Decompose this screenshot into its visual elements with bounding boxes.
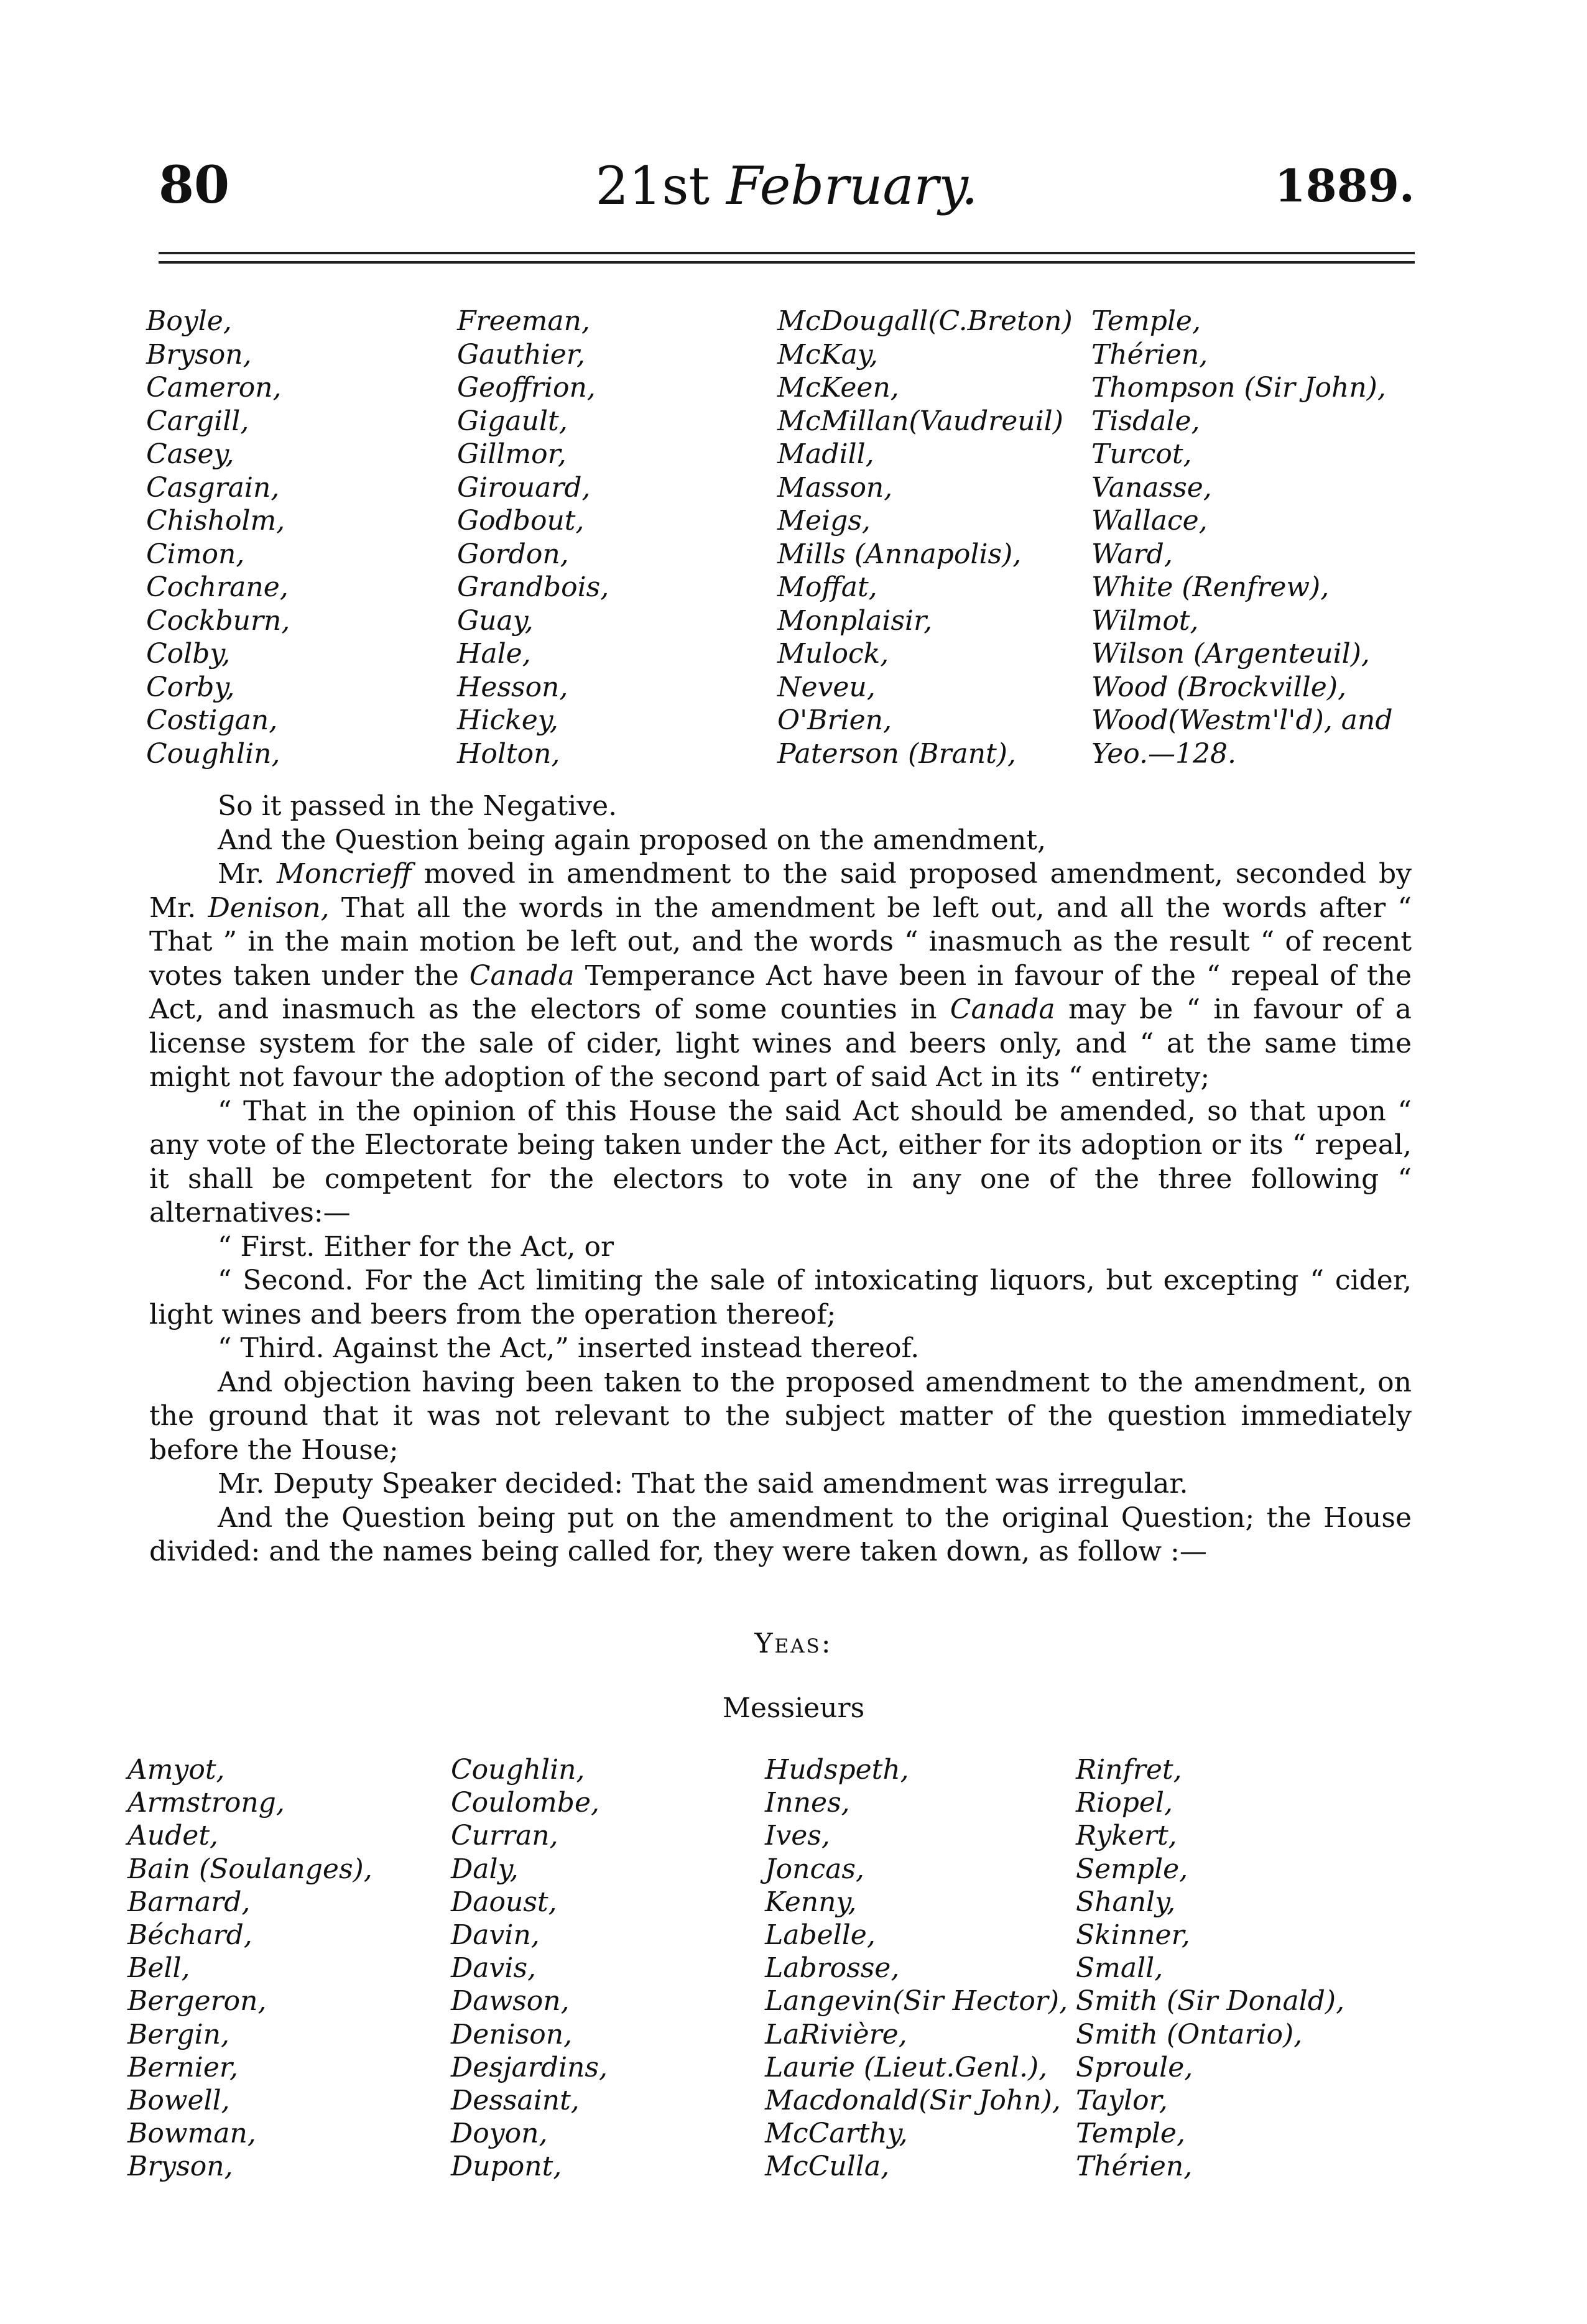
- member-name: Amyot,: [127, 1754, 225, 1786]
- member-name: Thérien,: [1076, 2151, 1193, 2183]
- member-name: Bergin,: [127, 2018, 229, 2050]
- paragraph-second: “ Second. For the Act limiting the sale of intoxicating liquors, but excepting “ cider, light wines and beers from the operation thereof;: [149, 1265, 1412, 1330]
- member-name: Meigs,: [777, 505, 871, 537]
- yeas-column-4: [1076, 1753, 1344, 2183]
- member-name: Desjardins,: [451, 2051, 608, 2083]
- member-name: Vanasse,: [1091, 471, 1212, 504]
- member-name: Bergeron,: [127, 1985, 267, 2017]
- member-name: Moffat,: [777, 571, 877, 603]
- nays-column-4: [1091, 305, 1393, 770]
- member-name: Mills (Annapolis),: [777, 538, 1022, 570]
- member-name: Semple,: [1076, 1853, 1188, 1885]
- member-denison: Denison,: [208, 892, 330, 924]
- paragraph-house-divided: And the Question being put on the amendment to the original Question; the House divided: and the names being called for, they were taken down, as follow :—: [149, 1501, 1412, 1567]
- member-name: Laurie (Lieut.Genl.),: [765, 2051, 1048, 2083]
- member-name: Cameron,: [146, 372, 282, 403]
- member-name: Casey,: [146, 438, 234, 470]
- member-name: Hale,: [457, 638, 531, 670]
- nays-column-3: [777, 305, 1073, 770]
- member-name: Doyon,: [451, 2118, 548, 2150]
- page-title-date: [159, 155, 1415, 216]
- member-name: Mulock,: [777, 638, 889, 670]
- member-name: Gauthier,: [457, 338, 586, 371]
- member-name: Rinfret,: [1076, 1754, 1182, 1786]
- member-name: Neveu,: [777, 671, 876, 703]
- nays-column-1: [146, 305, 290, 770]
- member-name: Rykert,: [1076, 1820, 1177, 1852]
- header-rule-bottom: [159, 261, 1415, 264]
- member-name: Hickey,: [457, 704, 558, 736]
- member-name: Freeman,: [457, 305, 590, 337]
- member-name: Kenny,: [765, 1886, 857, 1918]
- member-name: Macdonald(Sir John),: [765, 2085, 1061, 2117]
- member-moncrieff: Moncrieff: [277, 858, 412, 890]
- member-name: Audet,: [127, 1820, 218, 1852]
- member-name: Masson,: [777, 471, 893, 504]
- member-name: Temple,: [1091, 305, 1201, 337]
- member-name: Corby,: [146, 671, 235, 703]
- member-name: Skinner,: [1076, 1919, 1190, 1952]
- member-name: Wallace,: [1091, 505, 1208, 537]
- member-name: Godbout,: [457, 505, 585, 537]
- member-name: Bryson,: [127, 2151, 233, 2183]
- member-name: Shanly,: [1076, 1886, 1176, 1918]
- nays-column-2: [457, 305, 609, 770]
- date-day: 21st: [595, 155, 710, 216]
- member-name: Bell,: [127, 1952, 190, 1985]
- member-name: Turcot,: [1091, 438, 1192, 470]
- member-name: Geoffrion,: [457, 372, 596, 403]
- member-name: Wood (Brockville),: [1091, 671, 1346, 703]
- member-name: Coughlin,: [146, 737, 280, 770]
- member-name: Béchard,: [127, 1919, 252, 1952]
- member-name: Sproule,: [1076, 2051, 1193, 2083]
- member-name: Wilmot,: [1091, 604, 1199, 637]
- member-name: Hesson,: [457, 671, 568, 703]
- member-name: Cimon,: [146, 538, 245, 570]
- member-name: Monplaisir,: [777, 604, 933, 637]
- member-name: McKay,: [777, 338, 878, 371]
- member-name: Dupont,: [451, 2151, 562, 2183]
- member-name: Madill,: [777, 438, 874, 470]
- member-name: Gordon,: [457, 538, 569, 570]
- page-header: [159, 155, 1415, 224]
- member-name: McMillan(Vaudreuil): [777, 405, 1063, 437]
- paragraph-opinion: “ That in the opinion of this House the said Act should be amended, so that upon “ any vote of the Electorate being taken under the Act, either for its adoption or its “ repeal, it shall be competent for the electors to vote in any one of the three following “ alternatives:—: [149, 1095, 1412, 1229]
- paragraph-amendment-motion: Mr. Moncrieff moved in amendment to the said proposed amendment, seconded by Mr. Denison, That all the words in the amendment be left out, and all the words after “ That ” in the main motion be left out, and the words “ inasmuch as the result “ of recent votes taken under the Canada Temperance Act have been in favour of the “ repeal of the Act, and inasmuch as the electors of some counties in Canada may be “ in favour of a license system for the sale of cider, light wines and beers only, and “ at the same time might not favour the adoption of the second part of said Act in its “ entirety;: [149, 858, 1412, 1093]
- paragraph-negative: So it passed in the Negative.: [218, 790, 618, 822]
- member-name: Langevin(Sir Hector),: [765, 1985, 1068, 2017]
- member-name: McCarthy,: [765, 2118, 908, 2150]
- member-name: Girouard,: [457, 471, 591, 504]
- member-name: Smith (Ontario),: [1076, 2018, 1303, 2050]
- yeas-column-1: [127, 1753, 372, 2183]
- member-name: O'Brien,: [777, 704, 892, 736]
- member-name: Dawson,: [451, 1985, 570, 2017]
- member-name: Ward,: [1091, 538, 1173, 570]
- member-name: LaRivière,: [765, 2018, 907, 2050]
- member-name: Dessaint,: [451, 2085, 580, 2117]
- member-name: Gillmor,: [457, 438, 567, 470]
- member-name: McKeen,: [777, 372, 899, 403]
- paragraph-first: “ First. Either for the Act, or: [218, 1230, 614, 1263]
- member-name: Denison,: [451, 2018, 573, 2050]
- member-name: Smith (Sir Donald),: [1076, 1985, 1345, 2017]
- yeas-column-3: [765, 1753, 1068, 2183]
- member-name: Cargill,: [146, 405, 249, 437]
- header-rule-top: [159, 252, 1415, 254]
- member-name: Paterson (Brant),: [777, 737, 1016, 770]
- member-name: Costigan,: [146, 704, 278, 736]
- proceedings-text: [149, 790, 1412, 1569]
- member-name: Curran,: [451, 1820, 558, 1852]
- member-name: Bowman,: [127, 2118, 256, 2150]
- member-name: Coughlin,: [451, 1754, 585, 1786]
- member-name: Bernier,: [127, 2051, 239, 2083]
- member-name: Wilson (Argenteuil),: [1091, 638, 1370, 670]
- year: 1889.: [1274, 159, 1415, 212]
- member-name: Taylor,: [1076, 2085, 1168, 2117]
- member-name: Barnard,: [127, 1886, 251, 1918]
- member-name: White (Renfrew),: [1091, 571, 1330, 603]
- member-name: McCulla,: [765, 2151, 890, 2183]
- member-name: Labrosse,: [765, 1952, 900, 1985]
- member-name: Davis,: [451, 1952, 537, 1985]
- member-name: Bowell,: [127, 2085, 230, 2117]
- member-name: Davin,: [451, 1919, 540, 1952]
- member-name: Small,: [1076, 1952, 1164, 1985]
- member-name: Thompson (Sir John),: [1091, 372, 1386, 403]
- paragraph-third: “ Third. Against the Act,” inserted instead thereof.: [218, 1332, 920, 1364]
- member-name: Holton,: [457, 737, 560, 770]
- member-name: Armstrong,: [127, 1787, 285, 1819]
- member-name: McDougall(C.Breton): [777, 305, 1073, 337]
- member-name: Colby,: [146, 638, 231, 670]
- member-name: Yeo.—128.: [1091, 737, 1236, 770]
- paragraph-objection: And objection having been taken to the proposed amendment to the amendment, on the ground that it was not relevant to the subject matter of the question immediately before the House;: [149, 1366, 1412, 1466]
- member-name: Daoust,: [451, 1886, 557, 1918]
- member-name: Cochrane,: [146, 571, 289, 603]
- messieurs-heading: Messieurs: [722, 1692, 865, 1724]
- yeas-heading: Yeas:: [754, 1628, 833, 1659]
- member-name: Innes,: [765, 1787, 850, 1819]
- member-name: Ives,: [765, 1820, 830, 1852]
- member-name: Coulombe,: [451, 1787, 599, 1819]
- member-name: Guay,: [457, 604, 534, 637]
- member-name: Hudspeth,: [765, 1754, 909, 1786]
- date-month: February.: [726, 155, 978, 216]
- member-name: Riopel,: [1076, 1787, 1173, 1819]
- member-name: Grandbois,: [457, 571, 609, 603]
- page-number: 80: [159, 155, 230, 215]
- paragraph-question-proposed: And the Question being again proposed on the amendment,: [218, 824, 1046, 856]
- member-name: Chisholm,: [146, 505, 285, 537]
- member-name: Temple,: [1076, 2118, 1185, 2150]
- member-name: Joncas,: [765, 1853, 864, 1885]
- member-name: Gigault,: [457, 405, 568, 437]
- member-name: Boyle,: [146, 305, 232, 337]
- member-name: Daly,: [451, 1853, 519, 1885]
- member-name: Labelle,: [765, 1919, 876, 1952]
- paragraph-speaker-decision: Mr. Deputy Speaker decided: That the said amendment was irregular.: [218, 1468, 1188, 1500]
- member-name: Casgrain,: [146, 471, 280, 504]
- member-name: Tisdale,: [1091, 405, 1200, 437]
- member-name: Bain (Soulanges),: [127, 1853, 372, 1885]
- member-name: Thérien,: [1091, 338, 1208, 371]
- yeas-column-2: [451, 1753, 608, 2183]
- member-name: Cockburn,: [146, 604, 290, 637]
- member-name: Wood(Westm'l'd), and: [1091, 704, 1393, 736]
- member-name: Bryson,: [146, 338, 252, 371]
